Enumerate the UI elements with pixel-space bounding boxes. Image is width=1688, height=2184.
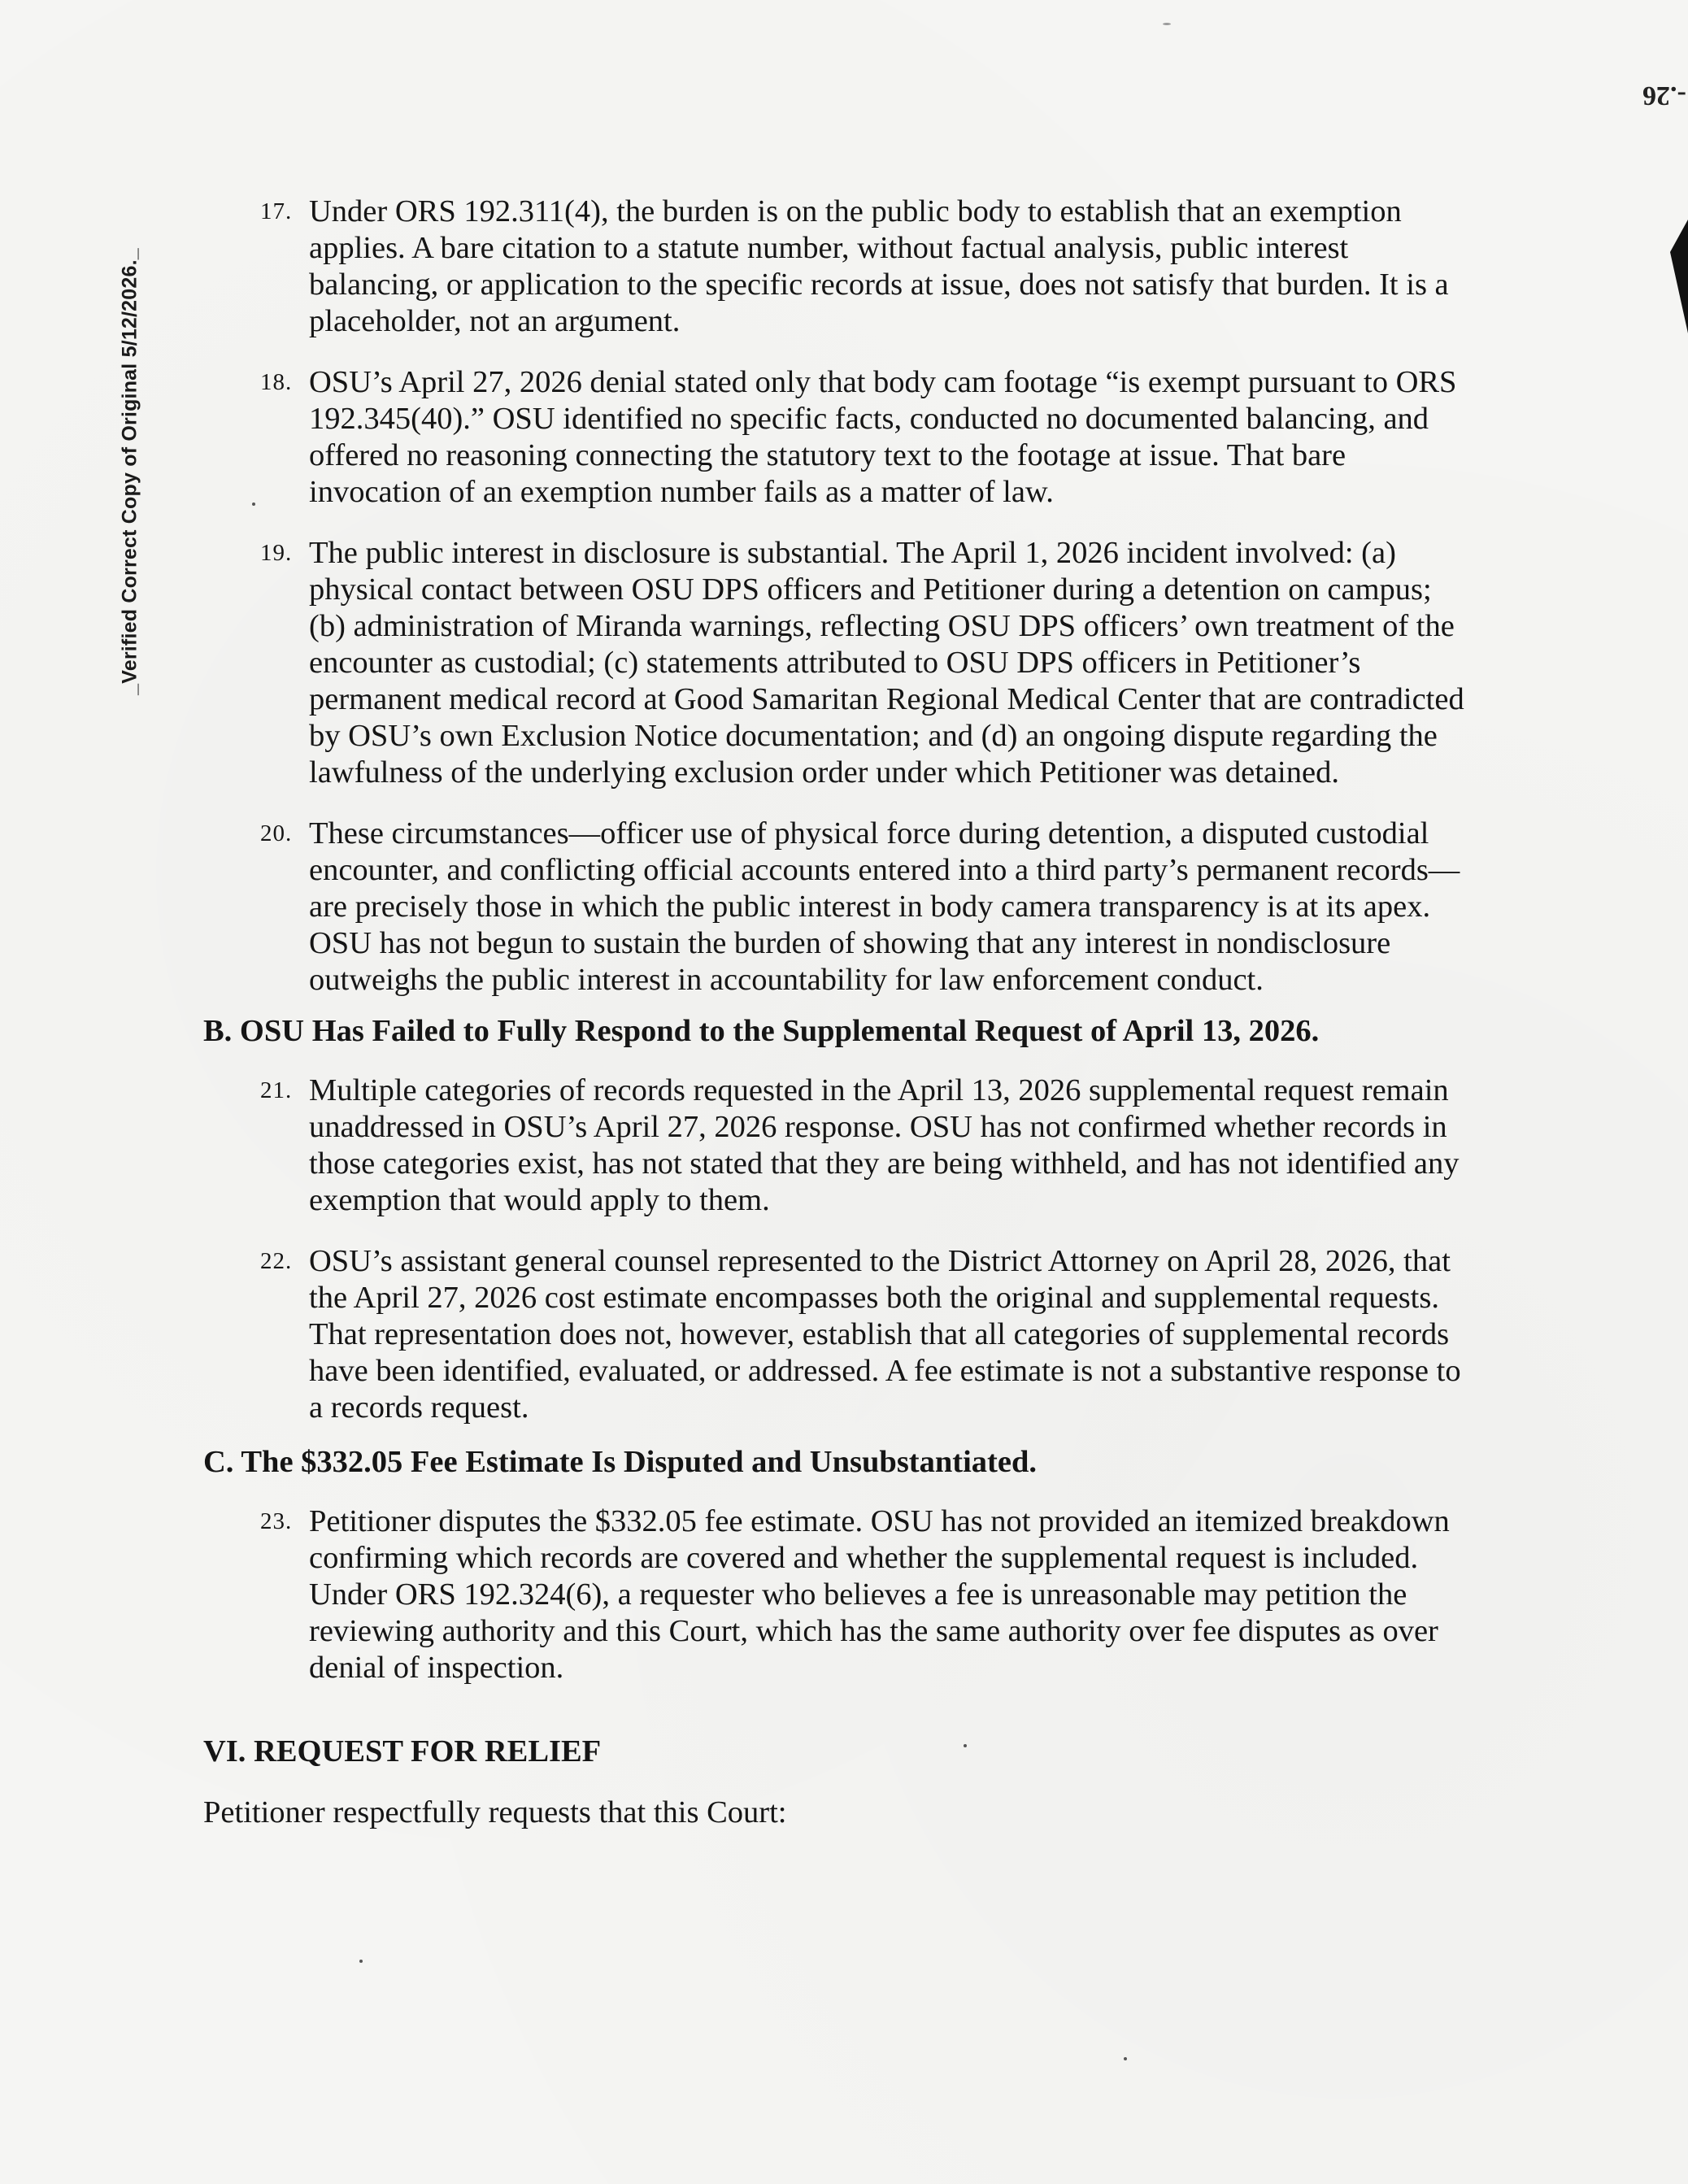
paragraph-number: 20.	[260, 820, 293, 846]
scan-speck	[1163, 23, 1171, 25]
document-body	[203, 194, 1472, 1831]
paragraph-text: These circumstances—officer use of physical force during detention, a disputed custodial encounter, and conflicting official accounts entered into a third party’s permanent records—are precisely those in which the public interest in body camera transparency is at its apex. OSU has not begun to sustain the burden of showing that any interest in nondisclosure outweighs the public interest in accountability for law enforcement conduct.	[309, 816, 1460, 997]
paragraph-text: Multiple categories of records requested in the April 13, 2026 supplemental request remain unaddressed in OSU’s April 27, 2026 response. OSU has not confirmed whether records in those categories exist, has not stated that they are being withheld, and has not identified any exemption that would apply to them.	[309, 1073, 1460, 1217]
paragraph-text: The public interest in disclosure is substantial. The April 1, 2026 incident involved: (a) physical contact between OSU DPS officers and Petitioner during a detention on campus; (b) administration of Miranda warnings, reflecting OSU DPS officers’ own treatment of the encounter as custodial; (c) statements attributed to OSU DPS officers in Petitioner’s permanent medical record at Good Samaritan Regional Medical Center that are contradicted by OSU’s own Exclusion Notice documentation; and (d) an ongoing dispute regarding the lawfulness of the underlying exclusion order under which Petitioner was detained.	[309, 536, 1464, 790]
scan-speck	[1124, 2057, 1127, 2060]
verification-stamp	[81, 207, 179, 736]
paragraph-20	[203, 816, 1472, 998]
paragraph-21	[203, 1072, 1472, 1219]
paragraph-text: OSU’s assistant general counsel represented to the District Attorney on April 28, 2026, that the April 27, 2026 cost estimate encompasses both the original and supplemental requests. That representation does not, however, establish that all categories of supplemental records have been identified, evaluated, or addressed. A fee estimate is not a substantive response to a records request.	[309, 1244, 1461, 1425]
paragraph-number: 22.	[260, 1248, 293, 1274]
paragraph-number: 23.	[260, 1508, 293, 1534]
paragraph-17	[203, 194, 1472, 340]
scan-speck	[359, 1960, 363, 1963]
paragraph-18	[203, 364, 1472, 511]
paragraph-number: 19.	[260, 540, 293, 566]
section-heading-vi: VI. REQUEST FOR RELIEF	[203, 1734, 602, 1769]
section-heading-c: C. The $332.05 Fee Estimate Is Disputed and Unsubstantiated.	[203, 1445, 1038, 1479]
paragraph-text: OSU’s April 27, 2026 denial stated only that body cam footage “is exempt pursuant to ORS 192.345(40).” OSU identified no specific facts, conducted no documented balancing, and offered no reasoning connecting the statutory text to the footage at issue. That bare invocation of an exemption number fails as a matter of law.	[309, 365, 1457, 509]
paragraph-23	[203, 1503, 1472, 1686]
paragraph-22	[203, 1243, 1472, 1426]
edge-scan-mark	[1670, 220, 1688, 333]
paragraph-text: Petitioner disputes the $332.05 fee estimate. OSU has not provided an itemized breakdown confirming which records are covered and whether the supplemental request is included. Under ORS 192.324(6), a requester who believes a fee is unreasonable may petition the reviewing authority and this Court, which has the same authority over fee disputes as over denial of inspection.	[309, 1504, 1450, 1685]
paragraph-19	[203, 535, 1472, 791]
section-heading-b: B. OSU Has Failed to Fully Respond to the Supplemental Request of April 13, 2026.	[203, 1014, 1320, 1048]
corner-page-mark: -.26	[1642, 80, 1686, 111]
paragraph-number: 17.	[260, 198, 293, 224]
verification-stamp-text: _Verified Correct Copy of Original 5/12/2026._	[118, 248, 141, 695]
relief-intro: Petitioner respectfully requests that this Court:	[203, 1795, 787, 1829]
paragraph-text: Under ORS 192.311(4), the burden is on the public body to establish that an exemption applies. A bare citation to a statute number, without factual analysis, public interest balancing, or application to the specific records at issue, does not satisfy that burden. It is a placeholder, not an argument.	[309, 194, 1449, 338]
paragraph-number: 21.	[260, 1077, 293, 1103]
paragraph-number: 18.	[260, 369, 293, 395]
